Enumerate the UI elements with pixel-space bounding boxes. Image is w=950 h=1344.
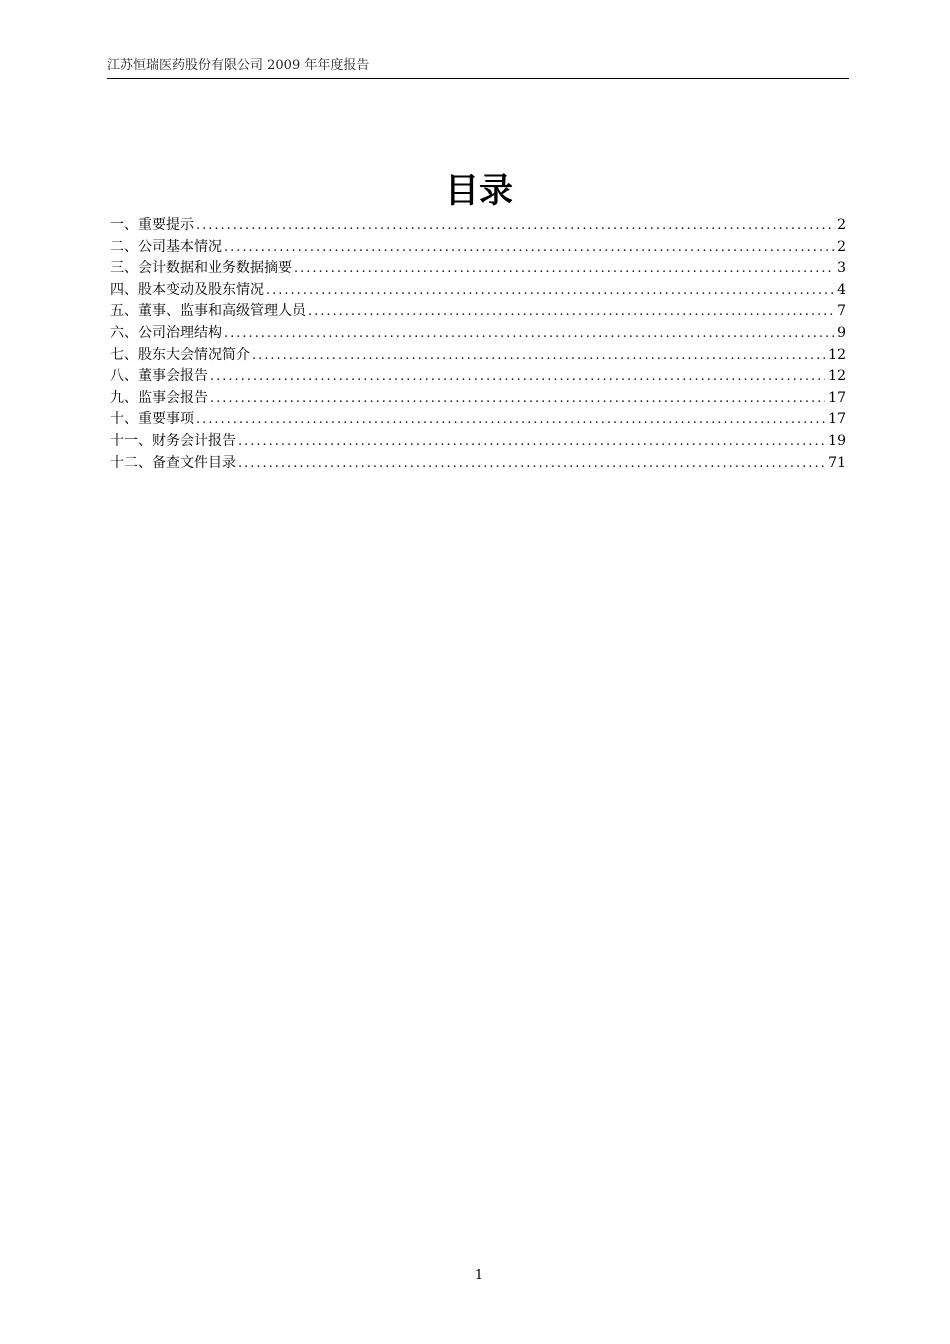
toc-entry-page: 7 bbox=[837, 303, 846, 320]
toc-leader-dots bbox=[238, 431, 825, 453]
toc-entry-page: 17 bbox=[828, 389, 846, 406]
page-header bbox=[107, 56, 849, 79]
toc-entry-page: 19 bbox=[828, 432, 846, 449]
toc-entry-label: 一、重要提示 bbox=[110, 217, 194, 233]
toc-entry[interactable] bbox=[110, 409, 846, 431]
toc-entry-label: 五、董事、监事和高级管理人员 bbox=[110, 303, 306, 320]
header-title: 江苏恒瑞医药股份有限公司 2009 年年度报告 bbox=[107, 58, 370, 73]
toc-entry-label: 九、监事会报告 bbox=[110, 389, 208, 406]
toc-entry-page: 4 bbox=[837, 281, 846, 298]
toc-entry-page: 17 bbox=[828, 411, 846, 428]
toc-leader-dots bbox=[238, 453, 825, 475]
toc-entry[interactable] bbox=[110, 301, 846, 323]
table-of-contents bbox=[110, 215, 846, 474]
toc-entry[interactable] bbox=[110, 388, 846, 410]
toc-leader-dots bbox=[224, 237, 834, 259]
toc-leader-dots bbox=[210, 388, 825, 410]
toc-leader-dots bbox=[224, 323, 834, 345]
toc-entry[interactable] bbox=[110, 431, 846, 453]
toc-entry-label: 三、会计数据和业务数据摘要 bbox=[110, 260, 292, 277]
toc-entry-label: 八、董事会报告 bbox=[110, 368, 208, 385]
toc-leader-dots bbox=[308, 301, 834, 323]
toc-leader-dots bbox=[210, 366, 825, 388]
page-number: 1 bbox=[474, 1268, 484, 1283]
toc-leader-dots bbox=[266, 280, 834, 302]
toc-entry-page: 12 bbox=[828, 368, 846, 385]
toc-entry-label: 十一、财务会计报告 bbox=[110, 432, 236, 449]
toc-entry[interactable] bbox=[110, 366, 846, 388]
toc-entry-label: 四、股本变动及股东情况 bbox=[110, 281, 264, 298]
toc-entry[interactable] bbox=[110, 280, 846, 302]
toc-entry-page: 12 bbox=[828, 346, 846, 363]
toc-leader-dots bbox=[196, 215, 834, 237]
toc-entry-page: 9 bbox=[837, 324, 846, 341]
toc-entry-label: 二、公司基本情况 bbox=[110, 238, 222, 255]
toc-entry[interactable] bbox=[110, 323, 846, 345]
toc-leader-dots bbox=[294, 258, 834, 280]
toc-entry-page: 71 bbox=[828, 454, 846, 471]
toc-leader-dots bbox=[196, 409, 825, 431]
toc-entry-label: 十二、备查文件目录 bbox=[110, 454, 236, 471]
toc-title: 目录 bbox=[445, 171, 513, 211]
toc-entry[interactable] bbox=[110, 453, 846, 475]
toc-entry[interactable] bbox=[110, 258, 846, 280]
toc-entry[interactable] bbox=[110, 215, 846, 237]
toc-entry-label: 七、股东大会情况简介 bbox=[110, 346, 250, 363]
toc-entry-page: 2 bbox=[837, 238, 846, 255]
toc-entry-page: 2 bbox=[837, 217, 846, 233]
toc-leader-dots bbox=[252, 345, 825, 367]
toc-entry-label: 十、重要事项 bbox=[110, 411, 194, 428]
toc-entry-page: 3 bbox=[837, 260, 846, 277]
toc-entry[interactable] bbox=[110, 237, 846, 259]
toc-entry-label: 六、公司治理结构 bbox=[110, 324, 222, 341]
toc-entry[interactable] bbox=[110, 345, 846, 367]
